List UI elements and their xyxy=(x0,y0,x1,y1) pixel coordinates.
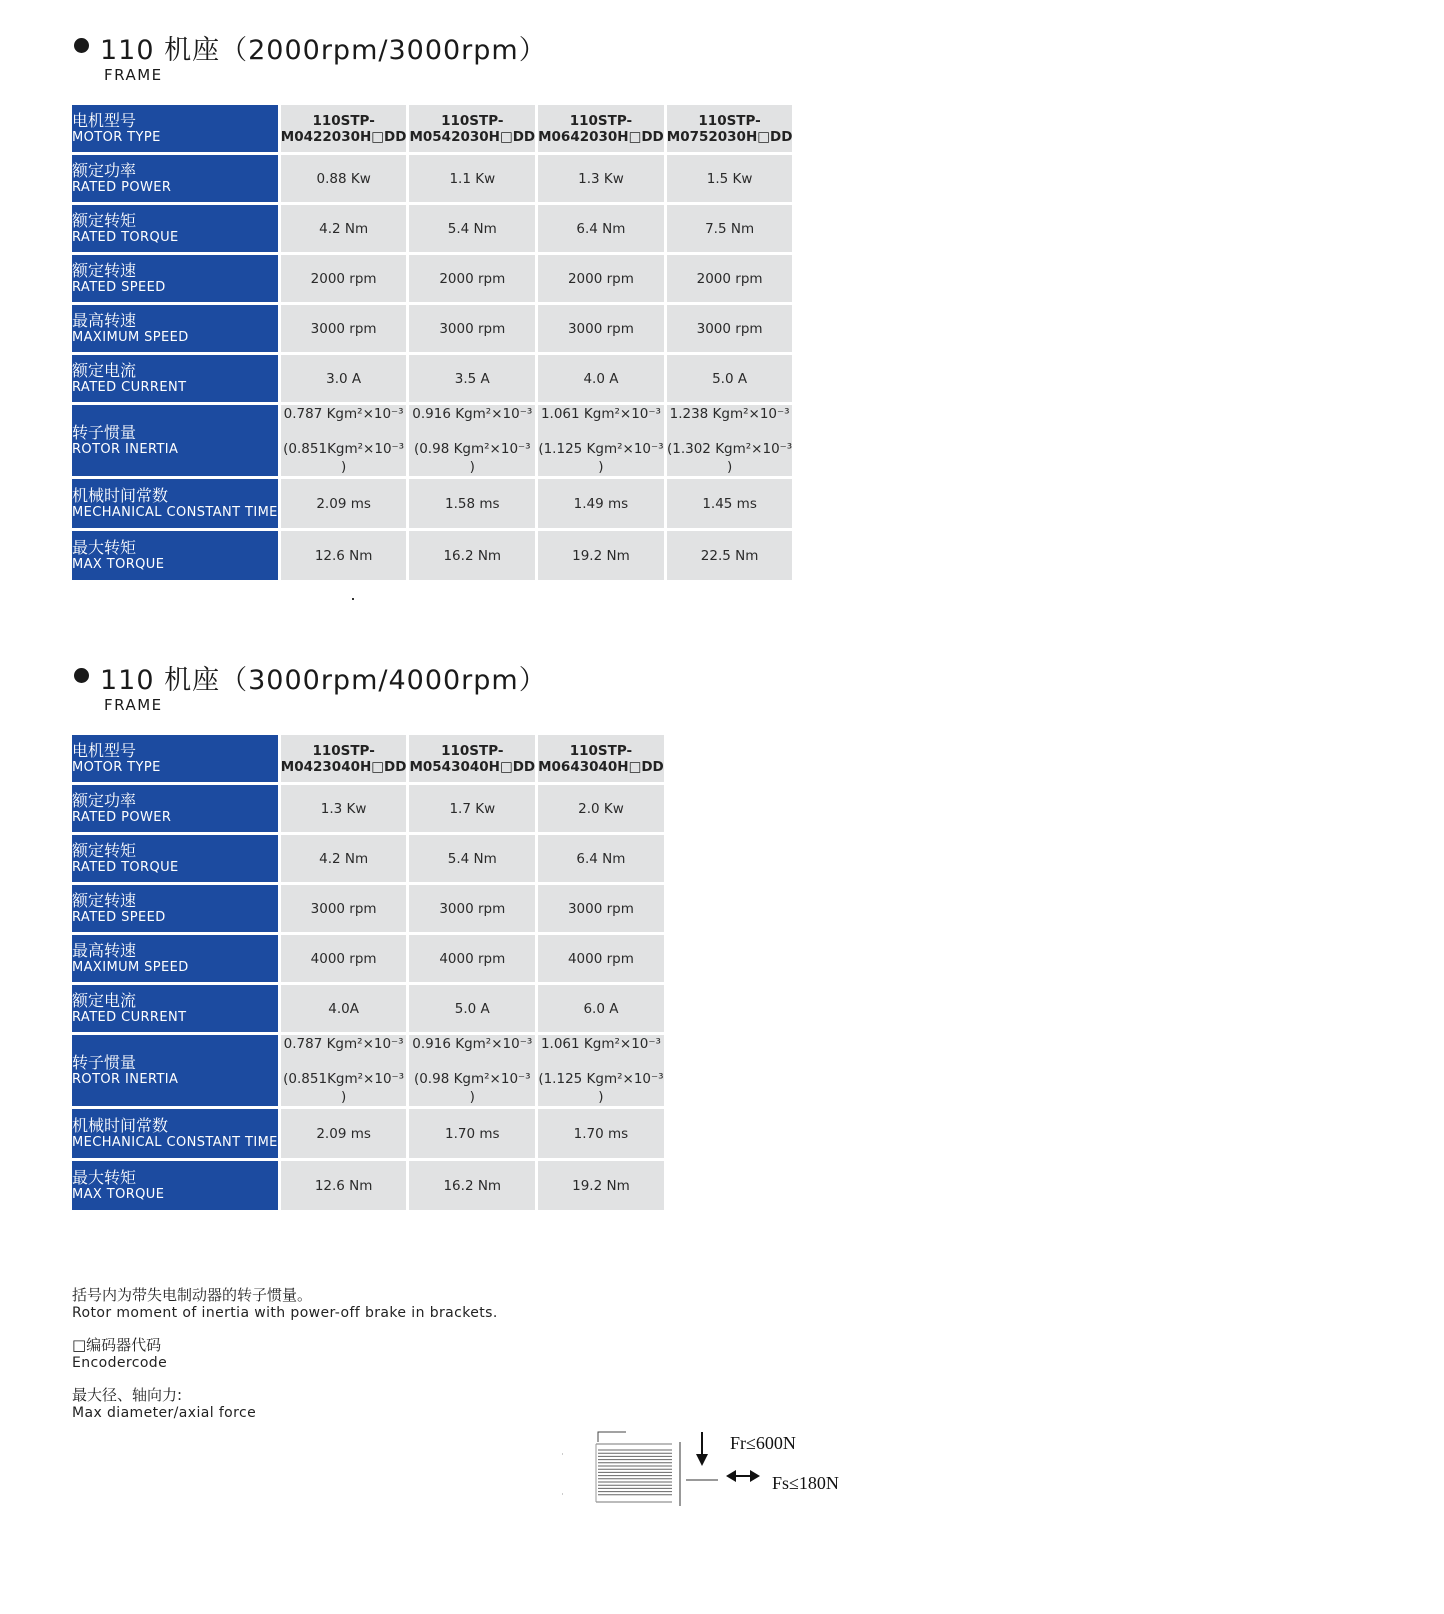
note-zh: □编码器代码 xyxy=(72,1336,162,1354)
value-cell: 5.0 A xyxy=(667,355,793,402)
row-rated-current xyxy=(72,985,664,1032)
label-en: MAXIMUM SPEED xyxy=(72,960,189,975)
value-cell: 5.0 A xyxy=(409,985,535,1032)
row-label xyxy=(72,531,278,580)
value-cell: 2000 rpm xyxy=(281,255,407,302)
label-zh: 转子惯量 xyxy=(72,1053,137,1072)
label-zh: 最高转速 xyxy=(72,941,137,960)
value-cell: 4.2 Nm xyxy=(281,835,407,882)
shaft-force-diagram xyxy=(560,1428,880,1518)
axial-force-label: Fs≤180N xyxy=(772,1473,839,1493)
value-cell: 3000 rpm xyxy=(281,305,407,352)
model-header: 110STP-M0543040H□DD xyxy=(409,735,535,782)
label-en: MOTOR TYPE xyxy=(72,130,161,145)
inertia-value: 0.787 Kgm²×10⁻³ xyxy=(283,406,404,422)
value-cell: 12.6 Nm xyxy=(281,1161,407,1210)
label-zh: 电机型号 xyxy=(72,111,137,130)
note-encoder xyxy=(72,1336,498,1372)
row-label xyxy=(72,479,278,528)
inertia-brake-value: (1.302 Kgm²×10⁻³ ) xyxy=(666,441,793,475)
inertia-cell xyxy=(409,405,535,476)
row-label xyxy=(72,155,278,202)
value-cell: 1.3 Kw xyxy=(281,785,407,832)
value-cell: 5.4 Nm xyxy=(409,205,535,252)
inertia-brake-value: (0.851Kgm²×10⁻³ ) xyxy=(283,441,405,475)
label-zh: 电机型号 xyxy=(72,741,137,760)
label-zh: 额定功率 xyxy=(72,791,137,810)
value-cell: 4.0A xyxy=(281,985,407,1032)
row-label xyxy=(72,785,278,832)
value-cell: 1.45 ms xyxy=(667,479,793,528)
model-header: 110STP-M0642030H□DD xyxy=(538,105,664,152)
axial-force-arrow-icon xyxy=(726,1470,760,1482)
value-cell: 6.0 A xyxy=(538,985,664,1032)
value-cell: 2.09 ms xyxy=(281,479,407,528)
label-en: RATED TORQUE xyxy=(72,230,179,245)
label-en: RATED SPEED xyxy=(72,910,166,925)
value-cell: 3000 rpm xyxy=(538,885,664,932)
value-cell: 4000 rpm xyxy=(281,935,407,982)
section-title: 110 机座（3000rpm/4000rpm） xyxy=(100,665,547,696)
value-cell: 1.5 Kw xyxy=(667,155,793,202)
row-label xyxy=(72,1035,278,1106)
row-maximum-speed xyxy=(72,935,664,982)
label-en: RATED POWER xyxy=(72,180,172,195)
inertia-brake-value: (0.851Kgm²×10⁻³ ) xyxy=(283,1071,405,1105)
label-zh: 转子惯量 xyxy=(72,423,137,442)
row-label xyxy=(72,735,278,782)
inertia-cell xyxy=(538,405,664,476)
label-zh: 机械时间常数 xyxy=(72,1116,169,1135)
row-maximum-speed xyxy=(72,305,792,352)
inertia-value: 1.061 Kgm²×10⁻³ xyxy=(540,406,661,422)
value-cell: 3000 rpm xyxy=(409,305,535,352)
radial-force-arrow-icon xyxy=(696,1432,708,1466)
label-en: RATED CURRENT xyxy=(72,380,187,395)
model-header: 110STP-M0542030H□DD xyxy=(409,105,535,152)
label-zh: 额定功率 xyxy=(72,161,137,180)
row-label xyxy=(72,105,278,152)
label-en: ROTOR INERTIA xyxy=(72,1072,179,1087)
row-rated-current xyxy=(72,355,792,402)
row-motor-type xyxy=(72,105,792,152)
value-cell: 3000 rpm xyxy=(538,305,664,352)
row-rated-power xyxy=(72,785,664,832)
inertia-cell xyxy=(281,405,407,476)
inertia-value: 1.061 Kgm²×10⁻³ xyxy=(540,1036,661,1052)
note-en: Encodercode xyxy=(72,1355,168,1371)
value-cell: 2.0 Kw xyxy=(538,785,664,832)
row-rated-speed xyxy=(72,255,792,302)
bullet-icon xyxy=(74,38,89,53)
label-en: MECHANICAL CONSTANT TIME xyxy=(72,505,278,520)
value-cell: 3000 rpm xyxy=(409,885,535,932)
value-cell: 5.4 Nm xyxy=(409,835,535,882)
bullet-icon xyxy=(74,668,89,683)
value-cell: 6.4 Nm xyxy=(538,835,664,882)
model-header: 110STP-M0423040H□DD xyxy=(281,735,407,782)
row-rated-torque xyxy=(72,835,664,882)
label-zh: 最高转速 xyxy=(72,311,137,330)
value-cell: 7.5 Nm xyxy=(667,205,793,252)
row-label xyxy=(72,1109,278,1158)
row-label xyxy=(72,835,278,882)
label-zh: 额定电流 xyxy=(72,361,137,380)
label-zh: 最大转矩 xyxy=(72,1168,137,1187)
model-header: 110STP-M0643040H□DD xyxy=(538,735,664,782)
inertia-value: 1.238 Kgm²×10⁻³ xyxy=(669,406,790,422)
spec-table-1 xyxy=(69,102,795,583)
row-mechanical-constant-time xyxy=(72,1109,664,1158)
row-label xyxy=(72,1161,278,1210)
note-zh: 最大径、轴向力: xyxy=(72,1386,183,1404)
label-en: MAX TORQUE xyxy=(72,557,165,572)
label-en: RATED POWER xyxy=(72,810,172,825)
row-label xyxy=(72,255,278,302)
value-cell: 1.70 ms xyxy=(409,1109,535,1158)
row-label xyxy=(72,305,278,352)
value-cell: 3000 rpm xyxy=(281,885,407,932)
note-force xyxy=(72,1386,498,1422)
value-cell: 1.1 Kw xyxy=(409,155,535,202)
inertia-value: 0.916 Kgm²×10⁻³ xyxy=(412,406,533,422)
value-cell: 1.70 ms xyxy=(538,1109,664,1158)
value-cell: 1.3 Kw xyxy=(538,155,664,202)
label-zh: 最大转矩 xyxy=(72,538,137,557)
label-en: RATED CURRENT xyxy=(72,1010,187,1025)
section-subtitle: FRAME xyxy=(104,66,163,84)
section-title: 110 机座（2000rpm/3000rpm） xyxy=(100,35,547,66)
value-cell: 3.5 A xyxy=(409,355,535,402)
label-zh: 额定转速 xyxy=(72,891,137,910)
value-cell: 4000 rpm xyxy=(409,935,535,982)
inertia-brake-value: (0.98 Kgm²×10⁻³ ) xyxy=(413,1071,531,1105)
row-label xyxy=(72,205,278,252)
row-label xyxy=(72,935,278,982)
row-rated-speed xyxy=(72,885,664,932)
value-cell: 1.49 ms xyxy=(538,479,664,528)
row-label xyxy=(72,355,278,402)
inertia-brake-value: (0.98 Kgm²×10⁻³ ) xyxy=(413,441,531,475)
inertia-brake-value: (1.125 Kgm²×10⁻³ ) xyxy=(538,1071,664,1105)
value-cell: 3000 rpm xyxy=(667,305,793,352)
value-cell: 3.0 A xyxy=(281,355,407,402)
row-rated-power xyxy=(72,155,792,202)
label-zh: 额定电流 xyxy=(72,991,137,1010)
row-rotor-inertia xyxy=(72,405,792,476)
row-rotor-inertia xyxy=(72,1035,664,1106)
row-max-torque xyxy=(72,1161,664,1210)
value-cell: 22.5 Nm xyxy=(667,531,793,580)
inertia-value: 0.787 Kgm²×10⁻³ xyxy=(283,1036,404,1052)
label-zh: 额定转速 xyxy=(72,261,137,280)
value-cell: 19.2 Nm xyxy=(538,1161,664,1210)
section-subtitle: FRAME xyxy=(104,696,163,714)
inertia-cell xyxy=(538,1035,664,1106)
value-cell: 2000 rpm xyxy=(538,255,664,302)
label-en: RATED TORQUE xyxy=(72,860,179,875)
value-cell: 6.4 Nm xyxy=(538,205,664,252)
radial-force-label: Fr≤600N xyxy=(730,1433,796,1453)
inertia-cell xyxy=(409,1035,535,1106)
label-en: MAXIMUM SPEED xyxy=(72,330,189,345)
row-label xyxy=(72,985,278,1032)
label-en: MOTOR TYPE xyxy=(72,760,161,775)
value-cell: 4.2 Nm xyxy=(281,205,407,252)
value-cell: 0.88 Kw xyxy=(281,155,407,202)
label-en: RATED SPEED xyxy=(72,280,166,295)
value-cell: 4.0 A xyxy=(538,355,664,402)
model-header: 110STP-M0422030H□DD xyxy=(281,105,407,152)
label-zh: 额定转矩 xyxy=(72,211,137,230)
row-mechanical-constant-time xyxy=(72,479,792,528)
value-cell: 12.6 Nm xyxy=(281,531,407,580)
value-cell: 4000 rpm xyxy=(538,935,664,982)
value-cell: 2000 rpm xyxy=(667,255,793,302)
stray-dot xyxy=(352,598,354,600)
model-header: 110STP-M0752030H□DD xyxy=(667,105,793,152)
value-cell: 2.09 ms xyxy=(281,1109,407,1158)
label-zh: 额定转矩 xyxy=(72,841,137,860)
note-zh: 括号内为带失电制动器的转子惯量。 xyxy=(72,1286,313,1304)
row-label xyxy=(72,885,278,932)
row-rated-torque xyxy=(72,205,792,252)
row-motor-type xyxy=(72,735,664,782)
inertia-brake-value: (1.125 Kgm²×10⁻³ ) xyxy=(538,441,664,475)
row-max-torque xyxy=(72,531,792,580)
value-cell: 1.7 Kw xyxy=(409,785,535,832)
notes xyxy=(72,1286,498,1436)
label-en: MECHANICAL CONSTANT TIME xyxy=(72,1135,278,1150)
note-brake xyxy=(72,1286,498,1322)
inertia-value: 0.916 Kgm²×10⁻³ xyxy=(412,1036,533,1052)
inertia-cell xyxy=(281,1035,407,1106)
label-zh: 机械时间常数 xyxy=(72,486,169,505)
note-en: Max diameter/axial force xyxy=(72,1405,257,1421)
label-en: ROTOR INERTIA xyxy=(72,442,179,457)
spec-table-2 xyxy=(69,732,667,1213)
motor-body-icon xyxy=(562,1432,718,1506)
note-en: Rotor moment of inertia with power-off brake in brackets. xyxy=(72,1305,498,1321)
row-label xyxy=(72,405,278,476)
value-cell: 2000 rpm xyxy=(409,255,535,302)
value-cell: 19.2 Nm xyxy=(538,531,664,580)
value-cell: 1.58 ms xyxy=(409,479,535,528)
inertia-cell xyxy=(667,405,793,476)
value-cell: 16.2 Nm xyxy=(409,1161,535,1210)
label-en: MAX TORQUE xyxy=(72,1187,165,1202)
value-cell: 16.2 Nm xyxy=(409,531,535,580)
